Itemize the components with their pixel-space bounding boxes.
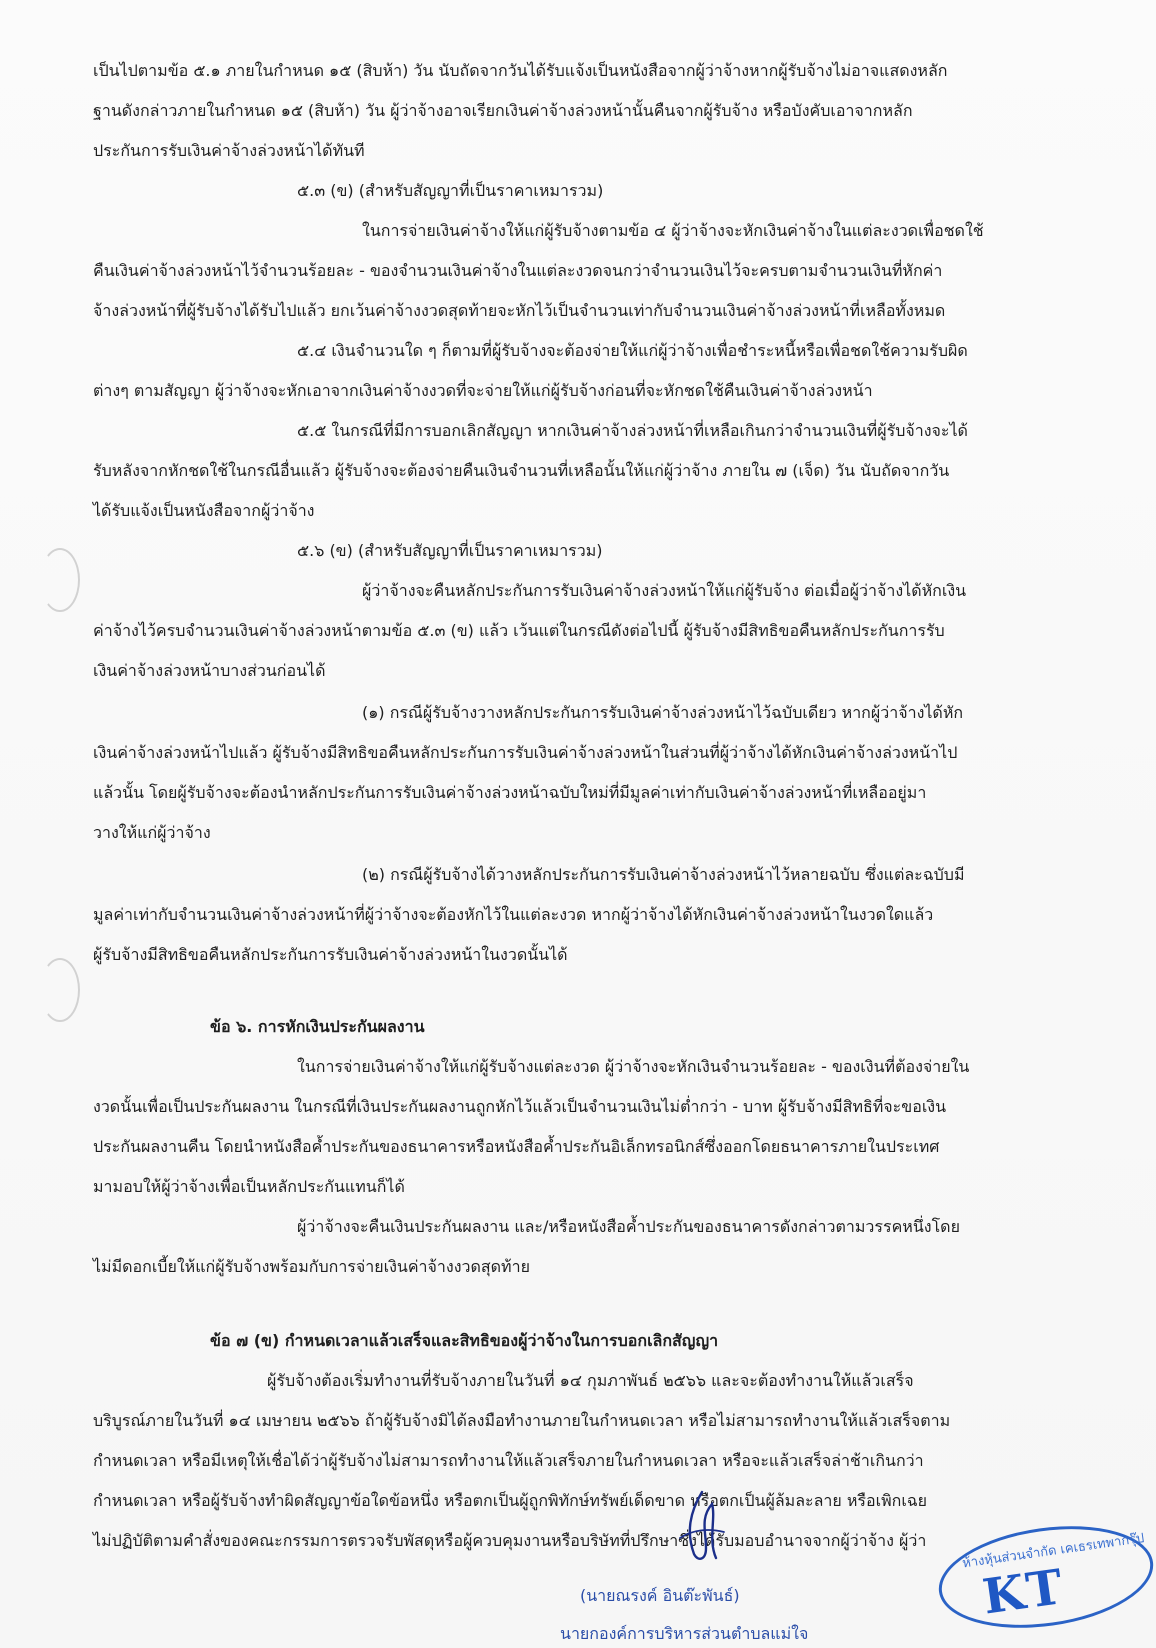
- text-line: (๑) กรณีผู้รับจ้างวางหลักประกันการรับเงินค่าจ้างล่วงหน้าไว้ฉบับเดียว หากผู้ว่าจ้างได้หัก: [362, 703, 964, 722]
- text-line: ไม่มีดอกเบี้ยให้แก่ผู้รับจ้างพร้อมกับการจ่ายเงินค่าจ้างงวดสุดท้าย: [93, 1257, 530, 1276]
- text-line: ผู้ว่าจ้างจะคืนเงินประกันผลงาน และ/หรือหนังสือค้ำประกันของธนาคารดังกล่าวตามวรรคหนึ่งโดย: [297, 1217, 960, 1236]
- text-line: ค่าจ้างไว้ครบจำนวนเงินค่าจ้างล่วงหน้าตามข้อ ๕.๓ (ข) แล้ว เว้นแต่ในกรณีดังต่อไปนี้ ผู้รับจ้างมีสิทธิขอคืนหลักประกันการรับ: [93, 621, 945, 640]
- text-line: ในการจ่ายเงินค่าจ้างให้แก่ผู้รับจ้างตามข้อ ๔ ผู้ว่าจ้างจะหักเงินค่าจ้างในแต่ละงวดเพื่อชดใช้: [362, 221, 984, 240]
- clause-heading: ๕.๓ (ข) (สำหรับสัญญาที่เป็นราคาเหมารวม): [297, 181, 604, 200]
- text-line: ผู้ว่าจ้างจะคืนหลักประกันการรับเงินค่าจ้างล่วงหน้าให้แก่ผู้รับจ้าง ต่อเมื่อผู้ว่าจ้างได้หักเงิน: [362, 581, 967, 600]
- text-line: เงินค่าจ้างล่วงหน้าบางส่วนก่อนได้: [93, 661, 326, 680]
- text-line: (๒) กรณีผู้รับจ้างได้วางหลักประกันการรับเงินค่าจ้างล่วงหน้าไว้หลายฉบับ ซึ่งแต่ละฉบับมี: [362, 865, 965, 884]
- punch-hole: [40, 548, 80, 612]
- text-line: ๕.๔ เงินจำนวนใด ๆ ก็ตามที่ผู้รับจ้างจะต้องจ่ายให้แก่ผู้ว่าจ้างเพื่อชำระหนี้หรือเพื่อชดใช้ความรับผิด: [297, 341, 968, 360]
- text-line: กำหนดเวลา หรือมีเหตุให้เชื่อได้ว่าผู้รับจ้างไม่สามารถทำงานให้แล้วเสร็จภายในกำหนดเวลา หรือจะแล้วเสร็จล่าช้าเกินกว่า: [93, 1451, 924, 1470]
- text-line: ต่างๆ ตามสัญญา ผู้ว่าจ้างจะหักเอาจากเงินค่าจ้างงวดที่จะจ่ายให้แก่ผู้รับจ้างก่อนที่จะหักชดใช้คืนเงินค่าจ้างล่วงหน้า: [93, 381, 873, 400]
- punch-hole: [40, 958, 80, 1022]
- stamp-ring-text: ห้างหุ้นส่วนจำกัด เคเธรเทพากรุ๊ป: [961, 1531, 1146, 1572]
- text-line: รับหลังจากหักชดใช้ในกรณีอื่นแล้ว ผู้รับจ้างจะต้องจ่ายคืนเงินจำนวนที่เหลือนั้นให้แก่ผู้ว่าจ้าง ภายใน ๗ (เจ็ด) วัน นับถัดจากวัน: [93, 461, 950, 480]
- text-line: งวดนั้นเพื่อเป็นประกันผลงาน ในกรณีที่เงินประกันผลงานถูกหักไว้แล้วเป็นจำนวนเงินไม่ต่ำกว่า - บาท ผู้รับจ้างมีสิทธิที่จะขอเงิน: [93, 1097, 947, 1116]
- text-line: เป็นไปตามข้อ ๕.๑ ภายในกำหนด ๑๕ (สิบห้า) วัน นับถัดจากวันได้รับแจ้งเป็นหนังสือจากผู้ว่าจ้างหากผู้รับจ้างไม่อาจแสดงหลัก: [93, 61, 948, 80]
- text-line: มามอบให้ผู้ว่าจ้างเพื่อเป็นหลักประกันแทนก็ได้: [93, 1177, 405, 1196]
- text-line: วางให้แก่ผู้ว่าจ้าง: [93, 823, 211, 842]
- stamp-logo: KT: [979, 1558, 1068, 1626]
- text-line: จ้างล่วงหน้าที่ผู้รับจ้างได้รับไปแล้ว ยกเว้นค่าจ้างงวดสุดท้ายจะหักไว้เป็นจำนวนเท่ากับจำนวนเงินค่าจ้างล่วงหน้าที่เหลือทั้งหมด: [93, 301, 946, 320]
- text-line: ผู้รับจ้างมีสิทธิขอคืนหลักประกันการรับเงินค่าจ้างล่วงหน้าในงวดนั้นได้: [93, 945, 568, 964]
- text-line: ได้รับแจ้งเป็นหนังสือจากผู้ว่าจ้าง: [93, 501, 315, 520]
- handwritten-signature: [672, 1488, 732, 1568]
- text-line: ในการจ่ายเงินค่าจ้างให้แก่ผู้รับจ้างแต่ละงวด ผู้ว่าจ้างจะหักเงินจำนวนร้อยละ - ของเงินที่ต้องจ่ายใน: [297, 1057, 970, 1076]
- text-line: ประกันการรับเงินค่าจ้างล่วงหน้าได้ทันที: [93, 141, 365, 160]
- text-line: มูลค่าเท่ากับจำนวนเงินค่าจ้างล่วงหน้าที่ผู้ว่าจ้างจะต้องหักไว้ในแต่ละงวด หากผู้ว่าจ้างได้หักเงินค่าจ้างล่วงหน้าในงวดใดแล้ว: [93, 905, 934, 924]
- section-heading: ข้อ ๖. การหักเงินประกันผลงาน: [210, 1017, 425, 1036]
- text-line: บริบูรณ์ภายในวันที่ ๑๔ เมษายน ๒๕๖๖ ถ้าผู้รับจ้างมิได้ลงมือทำงานภายในกำหนดเวลา หรือไม่สามารถทำงานให้แล้วเสร็จตาม: [93, 1411, 951, 1430]
- section-heading: ข้อ ๗ (ข) กำหนดเวลาแล้วเสร็จและสิทธิของผู้ว่าจ้างในการบอกเลิกสัญญา: [210, 1331, 719, 1350]
- text-line: คืนเงินค่าจ้างล่วงหน้าไว้จำนวนร้อยละ - ของจำนวนเงินค่าจ้างในแต่ละงวดจนกว่าจำนวนเงินไว้จะครบตามจำนวนเงินที่หักค่า: [93, 261, 943, 280]
- company-stamp: [932, 1513, 1156, 1640]
- clause-heading: ๕.๖ (ข) (สำหรับสัญญาที่เป็นราคาเหมารวม): [297, 541, 603, 560]
- text-line: ๕.๕ ในกรณีที่มีการบอกเลิกสัญญา หากเงินค่าจ้างล่วงหน้าที่เหลือเกินกว่าจำนวนเงินที่ผู้รับจ้างจะได้: [297, 421, 968, 440]
- text-line: ผู้รับจ้างต้องเริ่มทำงานที่รับจ้างภายในวันที่ ๑๔ กุมภาพันธ์ ๒๕๖๖ และจะต้องทำงานให้แล้วเสร็จ: [267, 1371, 914, 1390]
- text-line: กำหนดเวลา หรือผู้รับจ้างทำผิดสัญญาข้อใดข้อหนึ่ง หรือตกเป็นผู้ถูกพิทักษ์ทรัพย์เด็ดขาด หรือตกเป็นผู้ล้มละลาย หรือเพิกเฉย: [93, 1491, 928, 1510]
- signatory-name: (นายณรงค์ อินต๊ะพันธ์): [580, 1586, 740, 1605]
- text-line: ไม่ปฏิบัติตามคำสั่งของคณะกรรมการตรวจรับพัสดุหรือผู้ควบคุมงานหรือบริษัทที่ปรึกษาซึ่งได้รับมอบอำนาจจากผู้ว่าจ้าง ผู้ว่า: [93, 1531, 927, 1550]
- text-line: แล้วนั้น โดยผู้รับจ้างจะต้องนำหลักประกันการรับเงินค่าจ้างล่วงหน้าฉบับใหม่ที่มีมูลค่าเท่ากับเงินค่าจ้างล่วงหน้าที่เหลืออยู่มา: [93, 783, 927, 802]
- signatory-title: นายกองค์การบริหารส่วนตำบลแม่ใจ: [560, 1624, 809, 1640]
- text-line: เงินค่าจ้างล่วงหน้าไปแล้ว ผู้รับจ้างมีสิทธิขอคืนหลักประกันการรับเงินค่าจ้างล่วงหน้าในส่วนที่ผู้ว่าจ้างได้หักเงินค่าจ้างล่วงหน้าไป: [93, 743, 958, 762]
- text-line: ฐานดังกล่าวภายในกำหนด ๑๕ (สิบห้า) วัน ผู้ว่าจ้างอาจเรียกเงินค่าจ้างล่วงหน้านั้นคืนจากผู้รับจ้าง หรือบังคับเอาจากหลัก: [93, 101, 913, 120]
- text-line: ประกันผลงานคืน โดยนำหนังสือค้ำประกันของธนาคารหรือหนังสือค้ำประกันอิเล็กทรอนิกส์ซึ่งออกโดยธนาคารภายในประเทศ: [93, 1137, 940, 1156]
